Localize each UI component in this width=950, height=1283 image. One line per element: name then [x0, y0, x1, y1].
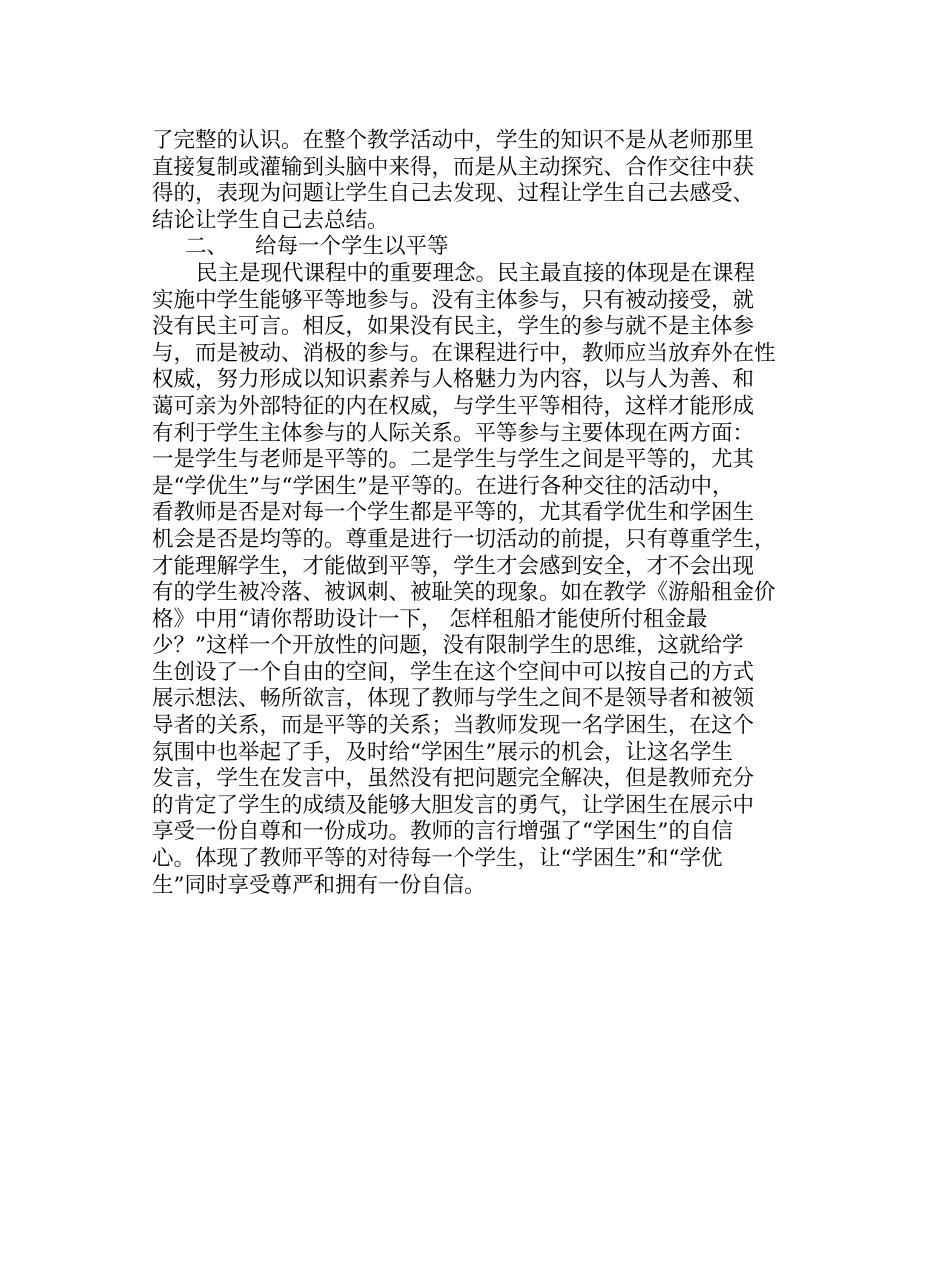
text-line: 民主是现代课程中的重要理念。民主最直接的体现是在课程	[196, 260, 756, 286]
text-line: 的肯定了学生的成绩及能够大胆发言的勇气，让学困生在展示中	[152, 792, 755, 818]
text-line: 格》中用“请你帮助设计一下， 怎样租船才能使所付租金最	[152, 606, 708, 632]
text-line: 结论让学生自己去总结。	[152, 207, 389, 233]
section-number: 二、	[185, 234, 229, 260]
text-line: 展示想法、畅所欲言，体现了教师与学生之间不是领导者和被领	[152, 686, 755, 712]
text-line: 享受一份自尊和一份成功。教师的言行增强了“学困生”的自信	[152, 819, 733, 845]
text-line: 实施中学生能够平等地参与。没有主体参与，只有被动接受，就	[152, 287, 755, 313]
text-line: 才能理解学生，才能做到平等，学生才会感到安全，才不会出现	[152, 553, 755, 579]
text-line: 生创设了一个自由的空间，学生在这个空间中可以按自己的方式	[152, 659, 755, 685]
section-title: 给每一个学生以平等	[255, 234, 449, 260]
text-line: 蔼可亲为外部特征的内在权威，与学生平等相待，这样才能形成	[152, 393, 755, 419]
text-line: 心。体现了教师平等的对待每一个学生，让“学困生”和“学优	[152, 846, 723, 872]
text-line: 没有民主可言。相反，如果没有民主，学生的参与就不是主体参	[152, 314, 755, 340]
text-line: 机会是否是均等的。尊重是进行一切活动的前提，只有尊重学生，	[152, 526, 776, 552]
text-line: 氛围中也举起了手，及时给“学困生”展示的机会，让这名学生	[152, 739, 733, 765]
text-line: 了完整的认识。在整个教学活动中，学生的知识不是从老师那里	[152, 128, 755, 153]
text-line: 是“学优生”与“学困生”是平等的。在进行各种交往的活动中，	[152, 473, 734, 499]
text-line: 看教师是否是对每一个学生都是平等的，尤其看学优生和学困生	[152, 500, 755, 526]
text-line: 权威，努力形成以知识素养与人格魅力为内容，以与人为善、和	[152, 367, 755, 393]
text-line: 有的学生被冷落、被讽刺、被耻笑的现象。如在教学《游船租金价	[152, 580, 776, 606]
text-line: 发言，学生在发言中，虽然没有把问题完全解决，但是教师充分	[152, 766, 755, 792]
section-heading	[152, 234, 804, 261]
text-line: 得的，表现为问题让学生自己去发现、过程让学生自己去感受、	[152, 181, 755, 207]
text-line: 一是学生与老师是平等的。二是学生与学生之间是平等的，尤其	[152, 447, 755, 473]
document-body	[152, 128, 804, 899]
text-line: 与，而是被动、消极的参与。在课程进行中，教师应当放弃外在性	[152, 340, 776, 366]
text-line: 少？”这样一个开放性的问题，没有限制学生的思维，这就给学	[152, 633, 744, 659]
text-line: 导者的关系，而是平等的关系；当教师发现一名学困生，在这个	[152, 713, 755, 739]
text-line: 直接复制或灌输到头脑中来得，而是从主动探究、合作交往中获	[152, 154, 755, 180]
text-line: 生”同时享受尊严和拥有一份自信。	[152, 872, 486, 898]
text-line: 有利于学生主体参与的人际关系。平等参与主要体现在两方面：	[152, 420, 755, 446]
